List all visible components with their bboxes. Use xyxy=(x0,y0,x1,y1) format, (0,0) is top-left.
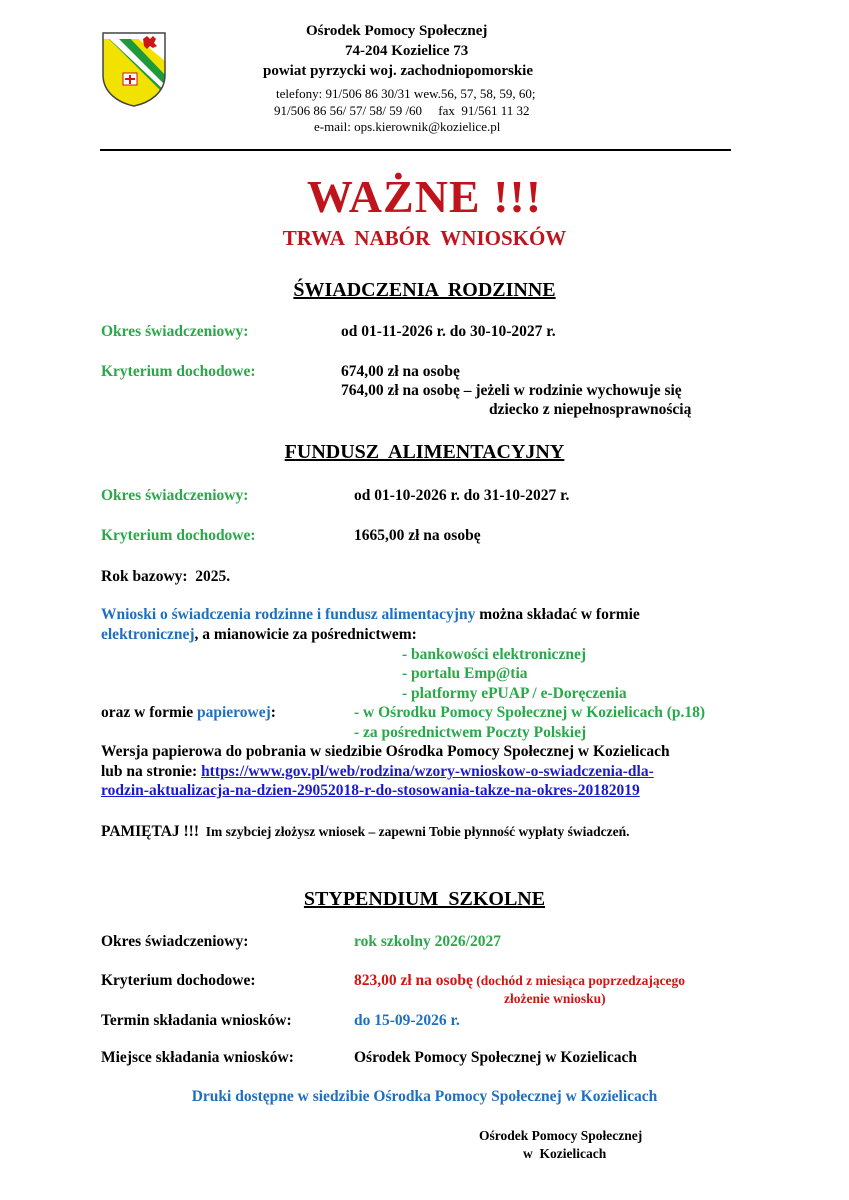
scholarship-period-label: Okres świadczeniowy: xyxy=(101,933,249,950)
family-benefits-heading: ŚWIADCZENIA RODZINNE xyxy=(293,279,556,301)
signature-line-2: w Kozielicach xyxy=(523,1146,607,1161)
channel-epuap: - platformy ePUAP / e-Doręczenia xyxy=(402,685,627,702)
download-line: Wersja papierowa do pobrania w siedzibie Ośrodka Pomocy Społecznej w Kozielicach xyxy=(101,743,670,760)
forms-link-part-1[interactable]: https://www.gov.pl/web/rodzina/wzory-wnioskow-o-swiadczenia-dla- xyxy=(201,763,654,780)
remember-note xyxy=(101,823,630,841)
alimony-period-value: od 01-10-2026 r. do 31-10-2027 r. xyxy=(354,487,570,504)
scholarship-income-label: Kryterium dochodowe: xyxy=(101,972,256,989)
forms-link-part-2[interactable]: rodzin-aktualizacja-na-dzien-29052018-r-do-stosowania-takze-na-okres-20182019 xyxy=(101,782,640,799)
channel-banking: - bankowości elektronicznej xyxy=(402,646,586,663)
header-divider xyxy=(100,149,731,151)
base-year: Rok bazowy: 2025. xyxy=(101,568,231,585)
scholarship-place-value: Ośrodek Pomocy Społecznej w Kozielicach xyxy=(354,1049,637,1066)
paper-suffix: : xyxy=(270,704,276,721)
signature-line-1: Ośrodek Pomocy Społecznej xyxy=(479,1128,643,1143)
scholarship-heading: STYPENDIUM SZKOLNE xyxy=(303,888,546,910)
remember-bold: PAMIĘTAJ !!! xyxy=(101,823,200,840)
phone-line-1: telefony: 91/506 86 30/31 wew.56, 57, 58, 59, 60; xyxy=(276,86,536,101)
scholarship-place-label: Miejsce składania wniosków: xyxy=(101,1049,294,1066)
scholarship-deadline-label: Termin składania wniosków: xyxy=(101,1012,292,1029)
link-prefix: lub na stronie: xyxy=(101,763,202,780)
paper-prefix: oraz w formie xyxy=(101,704,197,721)
paper-form-line xyxy=(101,704,276,722)
email-line: e-mail: ops.kierownik@kozielice.pl xyxy=(314,119,501,134)
scholarship-income-value: 823,00 zł na osobę xyxy=(354,972,473,989)
family-income-label: Kryterium dochodowe: xyxy=(101,363,256,380)
link-line-1 xyxy=(101,763,654,781)
scholarship-income-note-1: (dochód z miesiąca poprzedzającego xyxy=(472,973,686,988)
scholarship-deadline-value: do 15-09-2026 r. xyxy=(354,1012,460,1029)
family-income-value-3: dziecko z niepełnosprawnością xyxy=(489,401,692,418)
alimony-income-value: 1665,00 zł na osobę xyxy=(354,527,481,544)
electronic-word: elektronicznej xyxy=(101,626,195,643)
org-name: Ośrodek Pomocy Społecznej xyxy=(306,23,488,39)
family-period-value: od 01-11-2026 r. do 30-10-2027 r. xyxy=(341,323,556,340)
applications-intro-blue: Wnioski o świadczenia rodzinne i fundusz alimentacyjny xyxy=(101,606,476,623)
family-income-value-1: 674,00 zł na osobę xyxy=(341,363,460,380)
forms-availability-note: Druki dostępne w siedzibie Ośrodka Pomocy Społecznej w Kozielicach xyxy=(191,1088,658,1105)
alimony-fund-heading: FUNDUSZ ALIMENTACYJNY xyxy=(284,441,565,463)
org-address: 74-204 Kozielice 73 xyxy=(345,43,469,59)
scholarship-period-value: rok szkolny 2026/2027 xyxy=(354,933,501,950)
headline-subtitle: TRWA NABÓR WNIOSKÓW xyxy=(282,226,567,250)
channel-empatia: - portalu Emp@tia xyxy=(402,665,528,682)
coat-of-arms-icon xyxy=(101,31,167,107)
org-region: powiat pyrzycki woj. zachodniopomorskie xyxy=(263,63,533,79)
paper-word: papierowej xyxy=(196,704,271,721)
family-period-label: Okres świadczeniowy: xyxy=(101,323,249,340)
headline-title: WAŻNE !!! xyxy=(306,171,543,222)
applications-electronic xyxy=(101,626,417,644)
applications-intro xyxy=(101,606,640,624)
alimony-period-label: Okres świadczeniowy: xyxy=(101,487,249,504)
paper-channel-office: - w Ośrodku Pomocy Społecznej w Kozielicach (p.18) xyxy=(354,704,706,721)
scholarship-income xyxy=(354,972,685,990)
scholarship-income-note-2: złożenie wniosku) xyxy=(504,991,606,1006)
electronic-rest: , a mianowicie za pośrednictwem: xyxy=(194,626,417,643)
alimony-income-label: Kryterium dochodowe: xyxy=(101,527,256,544)
family-income-value-2: 764,00 zł na osobę – jeżeli w rodzinie wychowuje się xyxy=(341,382,682,399)
phone-line-2: 91/506 86 56/ 57/ 58/ 59 /60 fax 91/561 11 32 xyxy=(274,103,530,118)
paper-channel-post: - za pośrednictwem Poczty Polskiej xyxy=(354,724,587,741)
remember-text: Im szybciej złożysz wniosek – zapewni Tobie płynność wypłaty świadczeń. xyxy=(199,824,630,839)
applications-intro-rest: można składać w formie xyxy=(475,606,640,623)
